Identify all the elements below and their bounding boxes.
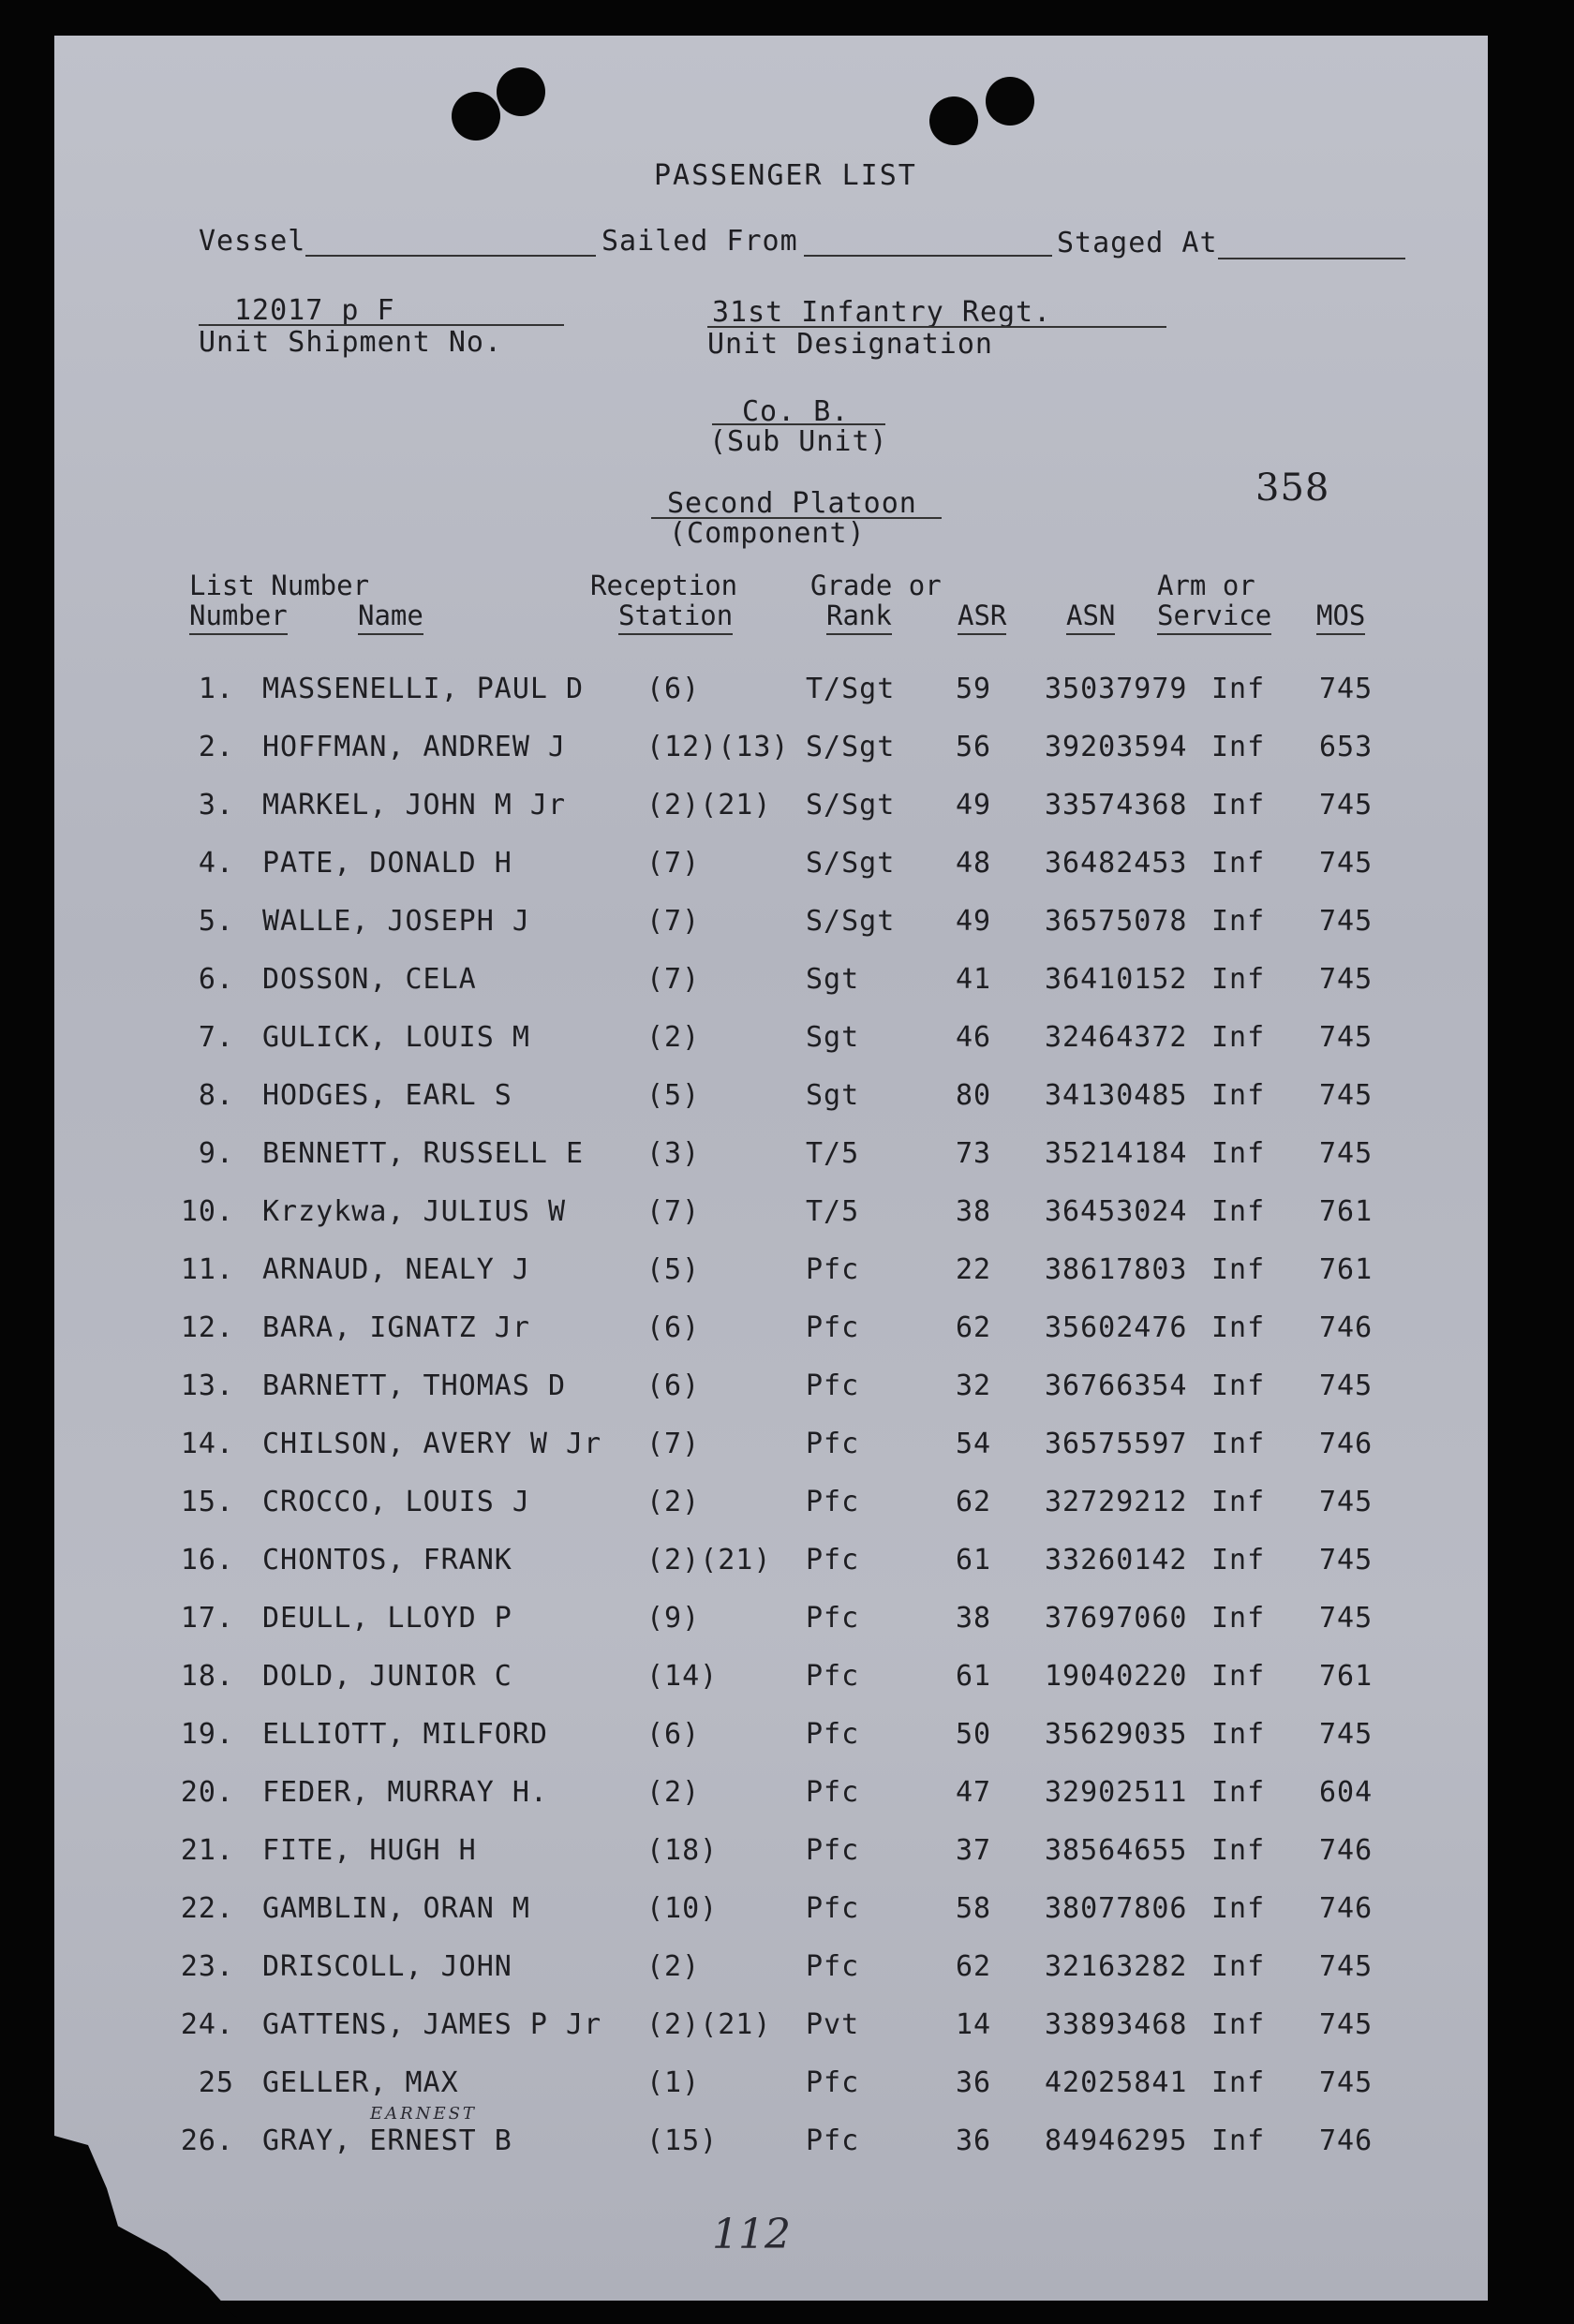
asr: 54 bbox=[956, 1428, 992, 1460]
list-number: 19. bbox=[180, 1718, 234, 1751]
reception-station: (6) bbox=[646, 673, 701, 705]
col-asn: ASN bbox=[1066, 600, 1115, 635]
sub-unit-label: (Sub Unit) bbox=[709, 425, 888, 458]
asn: 32163282 bbox=[1045, 1950, 1188, 1983]
arm: Inf bbox=[1211, 1602, 1266, 1635]
passenger-name: BARNETT, THOMAS D bbox=[262, 1369, 567, 1402]
col-arm-top: Arm or bbox=[1157, 570, 1255, 601]
asn: 36575597 bbox=[1045, 1428, 1188, 1460]
table-row bbox=[0, 789, 1574, 845]
col-asr: ASR bbox=[958, 600, 1006, 635]
table-row bbox=[0, 1660, 1574, 1716]
list-number: 16. bbox=[180, 1544, 234, 1576]
list-number: 5. bbox=[198, 905, 234, 938]
col-reception-top: Reception bbox=[590, 570, 738, 601]
reception-station: (5) bbox=[646, 1253, 701, 1286]
reception-station: (7) bbox=[646, 1195, 701, 1228]
mos: 745 bbox=[1319, 1369, 1374, 1402]
mos: 761 bbox=[1319, 1660, 1374, 1693]
grade: T/5 bbox=[806, 1195, 860, 1228]
mos: 604 bbox=[1319, 1776, 1374, 1809]
list-number: 1. bbox=[198, 673, 234, 705]
mos: 745 bbox=[1319, 2008, 1374, 2041]
table-row bbox=[0, 1137, 1574, 1193]
arm: Inf bbox=[1211, 1950, 1266, 1983]
arm: Inf bbox=[1211, 673, 1266, 705]
asr: 59 bbox=[956, 673, 992, 705]
passenger-name: HODGES, EARL S bbox=[262, 1079, 512, 1112]
arm: Inf bbox=[1211, 963, 1266, 996]
asn: 35629035 bbox=[1045, 1718, 1188, 1751]
asn: 36453024 bbox=[1045, 1195, 1188, 1228]
passenger-name: DEULL, LLOYD P bbox=[262, 1602, 512, 1635]
table-row bbox=[0, 1834, 1574, 1890]
asr: 22 bbox=[956, 1253, 992, 1286]
mos: 745 bbox=[1319, 2066, 1374, 2099]
arm: Inf bbox=[1211, 1369, 1266, 1402]
passenger-name: FITE, HUGH H bbox=[262, 1834, 477, 1867]
asn: 33260142 bbox=[1045, 1544, 1188, 1576]
asn: 35214184 bbox=[1045, 1137, 1188, 1170]
mos: 745 bbox=[1319, 963, 1374, 996]
handwritten-correction: EARNEST bbox=[370, 2104, 477, 2124]
passenger-name: GRAY, ERNEST B bbox=[262, 2124, 512, 2157]
table-row bbox=[0, 1195, 1574, 1251]
reception-station: (2)(21) bbox=[646, 1544, 772, 1576]
table-row bbox=[0, 905, 1574, 961]
list-number: 2. bbox=[198, 731, 234, 763]
asr: 38 bbox=[956, 1602, 992, 1635]
table-row bbox=[0, 1950, 1574, 2006]
grade: Pfc bbox=[806, 1311, 860, 1344]
passenger-name: ARNAUD, NEALY J bbox=[262, 1253, 530, 1286]
passenger-name: FEDER, MURRAY H. bbox=[262, 1776, 548, 1809]
asn: 84946295 bbox=[1045, 2124, 1188, 2157]
list-number: 18. bbox=[180, 1660, 234, 1693]
asn: 35602476 bbox=[1045, 1311, 1188, 1344]
arm: Inf bbox=[1211, 2066, 1266, 2099]
reception-station: (10) bbox=[646, 1892, 719, 1925]
asr: 36 bbox=[956, 2066, 992, 2099]
asr: 38 bbox=[956, 1195, 992, 1228]
arm: Inf bbox=[1211, 1660, 1266, 1693]
list-number: 20. bbox=[180, 1776, 234, 1809]
reception-station: (6) bbox=[646, 1311, 701, 1344]
asr: 37 bbox=[956, 1834, 992, 1867]
table-row bbox=[0, 1892, 1574, 1948]
passenger-name: MASSENELLI, PAUL D bbox=[262, 673, 585, 705]
reception-station: (2)(21) bbox=[646, 789, 772, 822]
asn: 33893468 bbox=[1045, 2008, 1188, 2041]
passenger-name: WALLE, JOSEPH J bbox=[262, 905, 530, 938]
reception-station: (2)(21) bbox=[646, 2008, 772, 2041]
table-row bbox=[0, 1544, 1574, 1600]
col-grade-top: Grade or bbox=[810, 570, 942, 601]
grade: S/Sgt bbox=[806, 731, 896, 763]
grade: Pfc bbox=[806, 1428, 860, 1460]
reception-station: (7) bbox=[646, 1428, 701, 1460]
passenger-name: BARA, IGNATZ Jr bbox=[262, 1311, 530, 1344]
page-title: PASSENGER LIST bbox=[654, 159, 917, 192]
arm: Inf bbox=[1211, 1776, 1266, 1809]
arm: Inf bbox=[1211, 1892, 1266, 1925]
asr: 62 bbox=[956, 1486, 992, 1518]
arm: Inf bbox=[1211, 1253, 1266, 1286]
grade: T/5 bbox=[806, 1137, 860, 1170]
arm: Inf bbox=[1211, 1486, 1266, 1518]
staged-at-line bbox=[1218, 258, 1405, 259]
mos: 761 bbox=[1319, 1253, 1374, 1286]
list-number: 10. bbox=[180, 1195, 234, 1228]
asn: 34130485 bbox=[1045, 1079, 1188, 1112]
table-row bbox=[0, 1486, 1574, 1542]
arm: Inf bbox=[1211, 1544, 1266, 1576]
list-number: 17. bbox=[180, 1602, 234, 1635]
asr: 14 bbox=[956, 2008, 992, 2041]
asn: 38077806 bbox=[1045, 1892, 1188, 1925]
passenger-name: GULICK, LOUIS M bbox=[262, 1021, 530, 1054]
list-number: 13. bbox=[180, 1369, 234, 1402]
passenger-name: DRISCOLL, JOHN bbox=[262, 1950, 512, 1983]
reception-station: (2) bbox=[646, 1776, 701, 1809]
asn: 37697060 bbox=[1045, 1602, 1188, 1635]
passenger-name: MARKEL, JOHN M Jr bbox=[262, 789, 567, 822]
reception-station: (2) bbox=[646, 1950, 701, 1983]
mos: 746 bbox=[1319, 1311, 1374, 1344]
list-number: 7. bbox=[198, 1021, 234, 1054]
reception-station: (12)(13) bbox=[646, 731, 790, 763]
list-number: 24. bbox=[180, 2008, 234, 2041]
asn: 36482453 bbox=[1045, 847, 1188, 880]
grade: Pfc bbox=[806, 2124, 860, 2157]
mos: 745 bbox=[1319, 1137, 1374, 1170]
arm: Inf bbox=[1211, 789, 1266, 822]
table-row bbox=[0, 847, 1574, 903]
reception-station: (9) bbox=[646, 1602, 701, 1635]
punch-hole bbox=[452, 92, 500, 141]
component-label: (Component) bbox=[669, 517, 866, 550]
list-number: 12. bbox=[180, 1311, 234, 1344]
grade: Pfc bbox=[806, 1892, 860, 1925]
reception-station: (6) bbox=[646, 1369, 701, 1402]
mos: 761 bbox=[1319, 1195, 1374, 1228]
reception-station: (7) bbox=[646, 963, 701, 996]
list-number: 4. bbox=[198, 847, 234, 880]
mos: 745 bbox=[1319, 847, 1374, 880]
table-row bbox=[0, 1776, 1574, 1832]
handwritten-page-note: 112 bbox=[712, 2211, 791, 2258]
asr: 62 bbox=[956, 1311, 992, 1344]
reception-station: (7) bbox=[646, 905, 701, 938]
staged-at-label: Staged At bbox=[1057, 227, 1218, 259]
asr: 47 bbox=[956, 1776, 992, 1809]
mos: 746 bbox=[1319, 2124, 1374, 2157]
passenger-name: BENNETT, RUSSELL E bbox=[262, 1137, 585, 1170]
passenger-name: DOSSON, CELA bbox=[262, 963, 477, 996]
passenger-name: CHONTOS, FRANK bbox=[262, 1544, 512, 1576]
list-number: 15. bbox=[180, 1486, 234, 1518]
asr: 62 bbox=[956, 1950, 992, 1983]
grade: Pfc bbox=[806, 1834, 860, 1867]
list-number: 22. bbox=[180, 1892, 234, 1925]
asr: 49 bbox=[956, 905, 992, 938]
passenger-name: GATTENS, JAMES P Jr bbox=[262, 2008, 602, 2041]
designation-value: 31st Infantry Regt. bbox=[712, 296, 1052, 329]
table-row bbox=[0, 2124, 1574, 2181]
list-number: 6. bbox=[198, 963, 234, 996]
passenger-name: ELLIOTT, MILFORD bbox=[262, 1718, 548, 1751]
reception-station: (3) bbox=[646, 1137, 701, 1170]
passenger-name: HOFFMAN, ANDREW J bbox=[262, 731, 567, 763]
grade: Pfc bbox=[806, 1950, 860, 1983]
grade: Pfc bbox=[806, 2066, 860, 2099]
grade: Pfc bbox=[806, 1486, 860, 1518]
asn: 32464372 bbox=[1045, 1021, 1188, 1054]
asn: 36766354 bbox=[1045, 1369, 1188, 1402]
table-row bbox=[0, 2008, 1574, 2065]
list-number: 21. bbox=[180, 1834, 234, 1867]
table-row bbox=[0, 1428, 1574, 1484]
asn: 32729212 bbox=[1045, 1486, 1188, 1518]
grade: S/Sgt bbox=[806, 847, 896, 880]
asr: 46 bbox=[956, 1021, 992, 1054]
asr: 80 bbox=[956, 1079, 992, 1112]
col-grade: Rank bbox=[826, 600, 892, 635]
mos: 653 bbox=[1319, 731, 1374, 763]
asr: 32 bbox=[956, 1369, 992, 1402]
arm: Inf bbox=[1211, 905, 1266, 938]
reception-station: (6) bbox=[646, 1718, 701, 1751]
designation-label: Unit Designation bbox=[707, 328, 993, 361]
asn: 38564655 bbox=[1045, 1834, 1188, 1867]
mos: 745 bbox=[1319, 1486, 1374, 1518]
reception-station: (5) bbox=[646, 1079, 701, 1112]
shipment-no-label: Unit Shipment No. bbox=[199, 326, 503, 359]
mos: 746 bbox=[1319, 1892, 1374, 1925]
grade: Pfc bbox=[806, 1776, 860, 1809]
table-row bbox=[0, 1602, 1574, 1658]
grade: Pfc bbox=[806, 1253, 860, 1286]
asn: 33574368 bbox=[1045, 789, 1188, 822]
arm: Inf bbox=[1211, 731, 1266, 763]
asr: 41 bbox=[956, 963, 992, 996]
arm: Inf bbox=[1211, 1137, 1266, 1170]
asn: 19040220 bbox=[1045, 1660, 1188, 1693]
list-number: 8. bbox=[198, 1079, 234, 1112]
mos: 746 bbox=[1319, 1834, 1374, 1867]
list-number: 14. bbox=[180, 1428, 234, 1460]
passenger-name: GAMBLIN, ORAN M bbox=[262, 1892, 530, 1925]
col-arm: Service bbox=[1157, 600, 1271, 635]
punch-hole bbox=[497, 67, 545, 116]
mos: 745 bbox=[1319, 673, 1374, 705]
asn: 36575078 bbox=[1045, 905, 1188, 938]
arm: Inf bbox=[1211, 2008, 1266, 2041]
passenger-name: PATE, DONALD H bbox=[262, 847, 512, 880]
arm: Inf bbox=[1211, 1079, 1266, 1112]
asr: 50 bbox=[956, 1718, 992, 1751]
col-reception: Station bbox=[618, 600, 733, 635]
mos: 745 bbox=[1319, 1544, 1374, 1576]
mos: 745 bbox=[1319, 789, 1374, 822]
table-row bbox=[0, 1021, 1574, 1077]
passenger-name: CROCCO, LOUIS J bbox=[262, 1486, 530, 1518]
table-row bbox=[0, 1311, 1574, 1368]
table-row bbox=[0, 1079, 1574, 1135]
col-name: Name bbox=[358, 600, 423, 635]
table-row bbox=[0, 2066, 1574, 2123]
passenger-name: Krzykwa, JULIUS W bbox=[262, 1195, 567, 1228]
mos: 745 bbox=[1319, 1079, 1374, 1112]
list-number: 23. bbox=[180, 1950, 234, 1983]
mos: 745 bbox=[1319, 1021, 1374, 1054]
grade: Pfc bbox=[806, 1544, 860, 1576]
reception-station: (18) bbox=[646, 1834, 719, 1867]
arm: Inf bbox=[1211, 1311, 1266, 1344]
table-row bbox=[0, 963, 1574, 1019]
grade: S/Sgt bbox=[806, 789, 896, 822]
table-row bbox=[0, 673, 1574, 729]
reception-station: (14) bbox=[646, 1660, 719, 1693]
arm: Inf bbox=[1211, 1834, 1266, 1867]
sub-unit-value: Co. B. bbox=[742, 395, 850, 428]
passenger-name: DOLD, JUNIOR C bbox=[262, 1660, 512, 1693]
arm: Inf bbox=[1211, 1718, 1266, 1751]
mos: 745 bbox=[1319, 1718, 1374, 1751]
asn: 36410152 bbox=[1045, 963, 1188, 996]
table-row bbox=[0, 1253, 1574, 1310]
component-value: Second Platoon bbox=[667, 487, 917, 520]
reception-station: (2) bbox=[646, 1021, 701, 1054]
asn: 32902511 bbox=[1045, 1776, 1188, 1809]
shipment-no-value: 12017 p F bbox=[234, 294, 395, 327]
sailed-from-label: Sailed From bbox=[601, 225, 798, 258]
mos: 745 bbox=[1319, 1950, 1374, 1983]
arm: Inf bbox=[1211, 1021, 1266, 1054]
asn: 38617803 bbox=[1045, 1253, 1188, 1286]
sailed-from-line bbox=[804, 255, 1052, 257]
list-number: 11. bbox=[180, 1253, 234, 1286]
vessel-line bbox=[305, 255, 596, 257]
list-number: 26. bbox=[180, 2124, 234, 2157]
arm: Inf bbox=[1211, 2124, 1266, 2157]
grade: Pfc bbox=[806, 1660, 860, 1693]
arm: Inf bbox=[1211, 1195, 1266, 1228]
punch-hole bbox=[986, 77, 1034, 126]
table-row bbox=[0, 731, 1574, 787]
asn: 39203594 bbox=[1045, 731, 1188, 763]
arm: Inf bbox=[1211, 1428, 1266, 1460]
passenger-name: CHILSON, AVERY W Jr bbox=[262, 1428, 602, 1460]
reception-station: (2) bbox=[646, 1486, 701, 1518]
asr: 61 bbox=[956, 1660, 992, 1693]
asr: 58 bbox=[956, 1892, 992, 1925]
list-number: 3. bbox=[198, 789, 234, 822]
col-mos: MOS bbox=[1316, 600, 1365, 635]
table-row bbox=[0, 1718, 1574, 1774]
grade: Pfc bbox=[806, 1369, 860, 1402]
asn: 35037979 bbox=[1045, 673, 1188, 705]
col-number: Number bbox=[189, 600, 288, 635]
arm: Inf bbox=[1211, 847, 1266, 880]
mos: 746 bbox=[1319, 1428, 1374, 1460]
grade: Sgt bbox=[806, 1021, 860, 1054]
grade: Sgt bbox=[806, 1079, 860, 1112]
grade: T/Sgt bbox=[806, 673, 896, 705]
punch-hole bbox=[929, 96, 978, 145]
grade: S/Sgt bbox=[806, 905, 896, 938]
col-list-number-top: List Number bbox=[189, 570, 370, 601]
passenger-name: GELLER, MAX bbox=[262, 2066, 459, 2099]
reception-station: (7) bbox=[646, 847, 701, 880]
grade: Pfc bbox=[806, 1602, 860, 1635]
reception-station: (1) bbox=[646, 2066, 701, 2099]
grade: Pfc bbox=[806, 1718, 860, 1751]
grade: Pvt bbox=[806, 2008, 860, 2041]
asr: 36 bbox=[956, 2124, 992, 2157]
list-number: 25 bbox=[198, 2066, 234, 2099]
list-number: 9. bbox=[198, 1137, 234, 1170]
table-row bbox=[0, 1369, 1574, 1426]
page-number: 358 bbox=[1255, 466, 1330, 510]
asr: 56 bbox=[956, 731, 992, 763]
asn: 42025841 bbox=[1045, 2066, 1188, 2099]
reception-station: (15) bbox=[646, 2124, 719, 2157]
asr: 48 bbox=[956, 847, 992, 880]
asr: 73 bbox=[956, 1137, 992, 1170]
asr: 49 bbox=[956, 789, 992, 822]
vessel-label: Vessel bbox=[199, 225, 306, 258]
asr: 61 bbox=[956, 1544, 992, 1576]
mos: 745 bbox=[1319, 1602, 1374, 1635]
grade: Sgt bbox=[806, 963, 860, 996]
mos: 745 bbox=[1319, 905, 1374, 938]
